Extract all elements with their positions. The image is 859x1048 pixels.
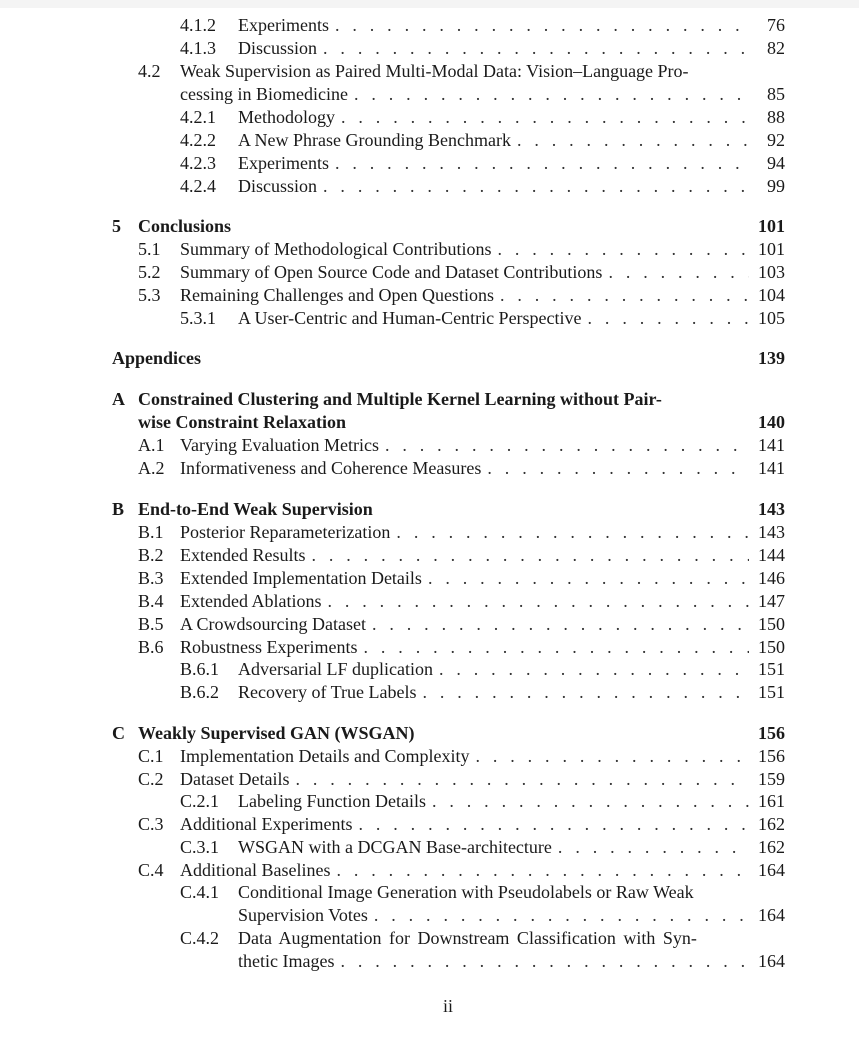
toc-title: Varying Evaluation Metrics [180,435,379,455]
toc-appendix-c[interactable] [112,722,785,745]
toc-number: B.2 [138,545,164,565]
dot-leader [336,859,749,882]
dot-leader [432,790,749,813]
toc-title: Methodology [238,107,335,127]
toc-page: 151 [758,659,785,679]
toc-number: A [112,389,125,409]
toc-appendices[interactable] [112,347,785,370]
toc-entry-c-4-1-cont[interactable] [238,904,785,927]
toc-title: Dataset Details [180,769,290,789]
toc-number: C.3 [138,814,164,834]
toc-number: C.1 [138,746,164,766]
dot-leader [372,613,749,636]
toc-page: 104 [758,285,785,305]
dot-leader [358,813,749,836]
toc-title: Weakly Supervised GAN (WSGAN) [138,723,415,743]
toc-entry-b-6-1[interactable] [180,658,785,681]
toc-page: 151 [758,682,785,702]
toc-entry-4-2[interactable] [138,60,785,83]
toc-number: A.2 [138,458,165,478]
toc-entry-4-2-3[interactable] [180,152,785,175]
toc-title: Extended Implementation Details [180,568,422,588]
toc-number: 4.2 [138,61,161,81]
dot-leader [374,904,749,927]
toc-number: 4.2.1 [180,107,216,127]
toc-page: 161 [758,791,785,811]
toc-page: 143 [758,522,785,542]
toc-appendix-a[interactable] [112,388,785,411]
toc-number: C.4.2 [180,928,220,948]
toc-page: 164 [758,860,785,880]
dot-leader [422,681,749,704]
dot-leader [335,14,749,37]
dot-leader [323,37,749,60]
toc-title: A User-Centric and Human-Centric Perspective [238,308,582,328]
toc-number: C.4.1 [180,882,220,902]
toc-number: B.3 [138,568,164,588]
toc-number: B.6 [138,637,164,657]
toc-entry-4-2-4[interactable] [180,175,785,198]
toc-entry-b-1[interactable] [138,521,785,544]
toc-page: 105 [758,308,785,328]
dot-leader [396,521,749,544]
toc-title: Extended Results [180,545,306,565]
toc-entry-4-2-cont[interactable] [180,83,785,106]
toc-page: 156 [758,723,785,743]
toc-number: 4.1.3 [180,38,216,58]
toc-title: Informativeness and Coherence Measures [180,458,482,478]
toc-page: 103 [758,262,785,282]
toc-page: 141 [758,435,785,455]
toc-title: Labeling Function Details [238,791,426,811]
toc-page: 140 [758,412,785,432]
toc-number: A.1 [138,435,165,455]
dot-leader [311,544,749,567]
toc-page: 88 [767,107,785,127]
toc-title-line1: Weak Supervision as Paired Multi-Modal Data: Vision–Language Pro- [180,61,689,81]
toc-entry-b-2[interactable] [138,544,785,567]
toc-title-line1: Data Augmentation for Downstream Classification with Syn- [238,928,697,948]
dot-leader [497,238,749,261]
toc-entry-c-2-1[interactable] [180,790,785,813]
toc-entry-c-1[interactable] [138,745,785,768]
toc-title-line1: Conditional Image Generation with Pseudolabels or Raw Weak [238,882,694,902]
toc-title: Additional Experiments [180,814,353,834]
toc-number: C.2.1 [180,791,220,811]
toc-number: 5 [112,216,121,236]
toc-entry-5-1[interactable] [138,238,785,261]
toc-title: Experiments [238,15,329,35]
toc-entry-b-6-2[interactable] [180,681,785,704]
toc-number: 4.2.3 [180,153,216,173]
toc-entry-c-4-2-cont[interactable] [238,950,785,973]
toc-chapter-5[interactable] [112,215,785,238]
toc-number: C.4 [138,860,164,880]
toc-number: 5.3.1 [180,308,216,328]
toc-page: 150 [758,637,785,657]
toc-entry-4-2-1[interactable] [180,106,785,129]
dot-leader [428,567,749,590]
toc-title: Summary of Methodological Contributions [180,239,492,259]
toc-number: C [112,723,125,743]
toc-title: Posterior Reparameterization [180,522,391,542]
toc-page: 162 [758,837,785,857]
toc-entry-5-3-1[interactable] [180,307,785,330]
toc-page: 156 [758,746,785,766]
toc-number: B.4 [138,591,164,611]
toc-entry-c-4[interactable] [138,859,785,882]
toc-entry-b-3[interactable] [138,567,785,590]
toc-number: C.2 [138,769,164,789]
dot-leader [608,261,749,284]
toc-title: Additional Baselines [180,860,331,880]
dot-leader [323,175,749,198]
toc-entry-5-2[interactable] [138,261,785,284]
toc-page: 147 [758,591,785,611]
dot-leader [327,590,749,613]
toc-number: 5.3 [138,285,161,305]
toc-page: 164 [758,905,785,925]
dot-leader [558,836,749,859]
toc-entry-a-1[interactable] [138,434,785,457]
toc-number: B.1 [138,522,164,542]
dot-leader [340,950,749,973]
toc-page: 94 [767,153,785,173]
toc-entry-b-4[interactable] [138,590,785,613]
toc-number: 5.1 [138,239,161,259]
toc-title: Extended Ablations [180,591,322,611]
toc-page: 146 [758,568,785,588]
toc-title: A New Phrase Grounding Benchmark [238,130,511,150]
toc-entry-b-6[interactable] [138,636,785,659]
toc-number: B.6.1 [180,659,220,679]
toc-entry-c-3[interactable] [138,813,785,836]
toc-page: 101 [758,216,785,236]
viewer-top-bar [0,0,859,8]
toc-title-line1: Constrained Clustering and Multiple Kernel Learning without Pair- [138,389,662,409]
page-number: ii [442,996,453,1016]
dot-leader [335,152,749,175]
toc-title: Experiments [238,153,329,173]
toc-page: 101 [758,239,785,259]
dot-leader [354,83,749,106]
toc-title-line2: Supervision Votes [238,905,368,925]
toc-page: 99 [767,176,785,196]
dot-leader [439,658,749,681]
toc-page: 159 [758,769,785,789]
toc-entry-c-3-1[interactable] [180,836,785,859]
dot-leader [500,284,749,307]
toc-page: 144 [758,545,785,565]
dot-leader [517,129,749,152]
toc-title: Remaining Challenges and Open Questions [180,285,494,305]
toc-page: 139 [758,348,785,368]
toc-title: Discussion [238,176,318,196]
toc-page: 143 [758,499,785,519]
dot-leader [487,457,749,480]
toc-title: Appendices [112,348,202,368]
toc-page: 162 [758,814,785,834]
toc-title: End-to-End Weak Supervision [138,499,373,519]
toc-title: Robustness Experiments [180,637,358,657]
toc-number: B.6.2 [180,682,220,702]
toc-entry-5-3[interactable] [138,284,785,307]
toc-number: C.3.1 [180,837,220,857]
dot-leader [588,307,749,330]
toc-number: B [112,499,125,519]
toc-title: Summary of Open Source Code and Dataset Contributions [180,262,603,282]
toc-page: 150 [758,614,785,634]
toc-entry-a-2[interactable] [138,457,785,480]
toc-title: Conclusions [138,216,232,236]
toc-title: Discussion [238,38,318,58]
toc-page: 92 [767,130,785,150]
toc-title: Implementation Details and Complexity [180,746,470,766]
toc-number: 4.2.4 [180,176,216,196]
toc-entry-c-4-1[interactable] [180,881,785,904]
dot-leader [475,745,749,768]
toc-entry-b-5[interactable] [138,613,785,636]
toc-entry-c-4-2[interactable] [180,927,785,950]
dot-leader [341,106,749,129]
toc-title-line2: thetic Images [238,951,335,971]
toc-appendix-a-cont[interactable] [138,411,785,434]
dot-leader [364,636,750,659]
toc-title: A Crowdsourcing Dataset [180,614,366,634]
toc-entry-4-1-2[interactable] [180,14,785,37]
dot-leader [385,434,749,457]
toc-entry-4-1-3[interactable] [180,37,785,60]
toc-page: 164 [758,951,785,971]
toc-title-line2: wise Constraint Relaxation [138,412,346,432]
toc-page: 82 [767,38,785,58]
dot-leader [295,768,749,791]
toc-entry-c-2[interactable] [138,768,785,791]
toc-number: 4.2.2 [180,130,216,150]
toc-title-line2: cessing in Biomedicine [180,84,348,104]
toc-entry-4-2-2[interactable] [180,129,785,152]
toc-number: 5.2 [138,262,161,282]
toc-title: Recovery of True Labels [238,682,417,702]
toc-number: B.5 [138,614,164,634]
toc-page: 85 [767,84,785,104]
toc-title: WSGAN with a DCGAN Base-architecture [238,837,552,857]
toc-title: Adversarial LF duplication [238,659,433,679]
toc-number: 4.1.2 [180,15,216,35]
toc-page: 76 [767,15,785,35]
toc-page: 141 [758,458,785,478]
toc-appendix-b[interactable] [112,498,785,521]
